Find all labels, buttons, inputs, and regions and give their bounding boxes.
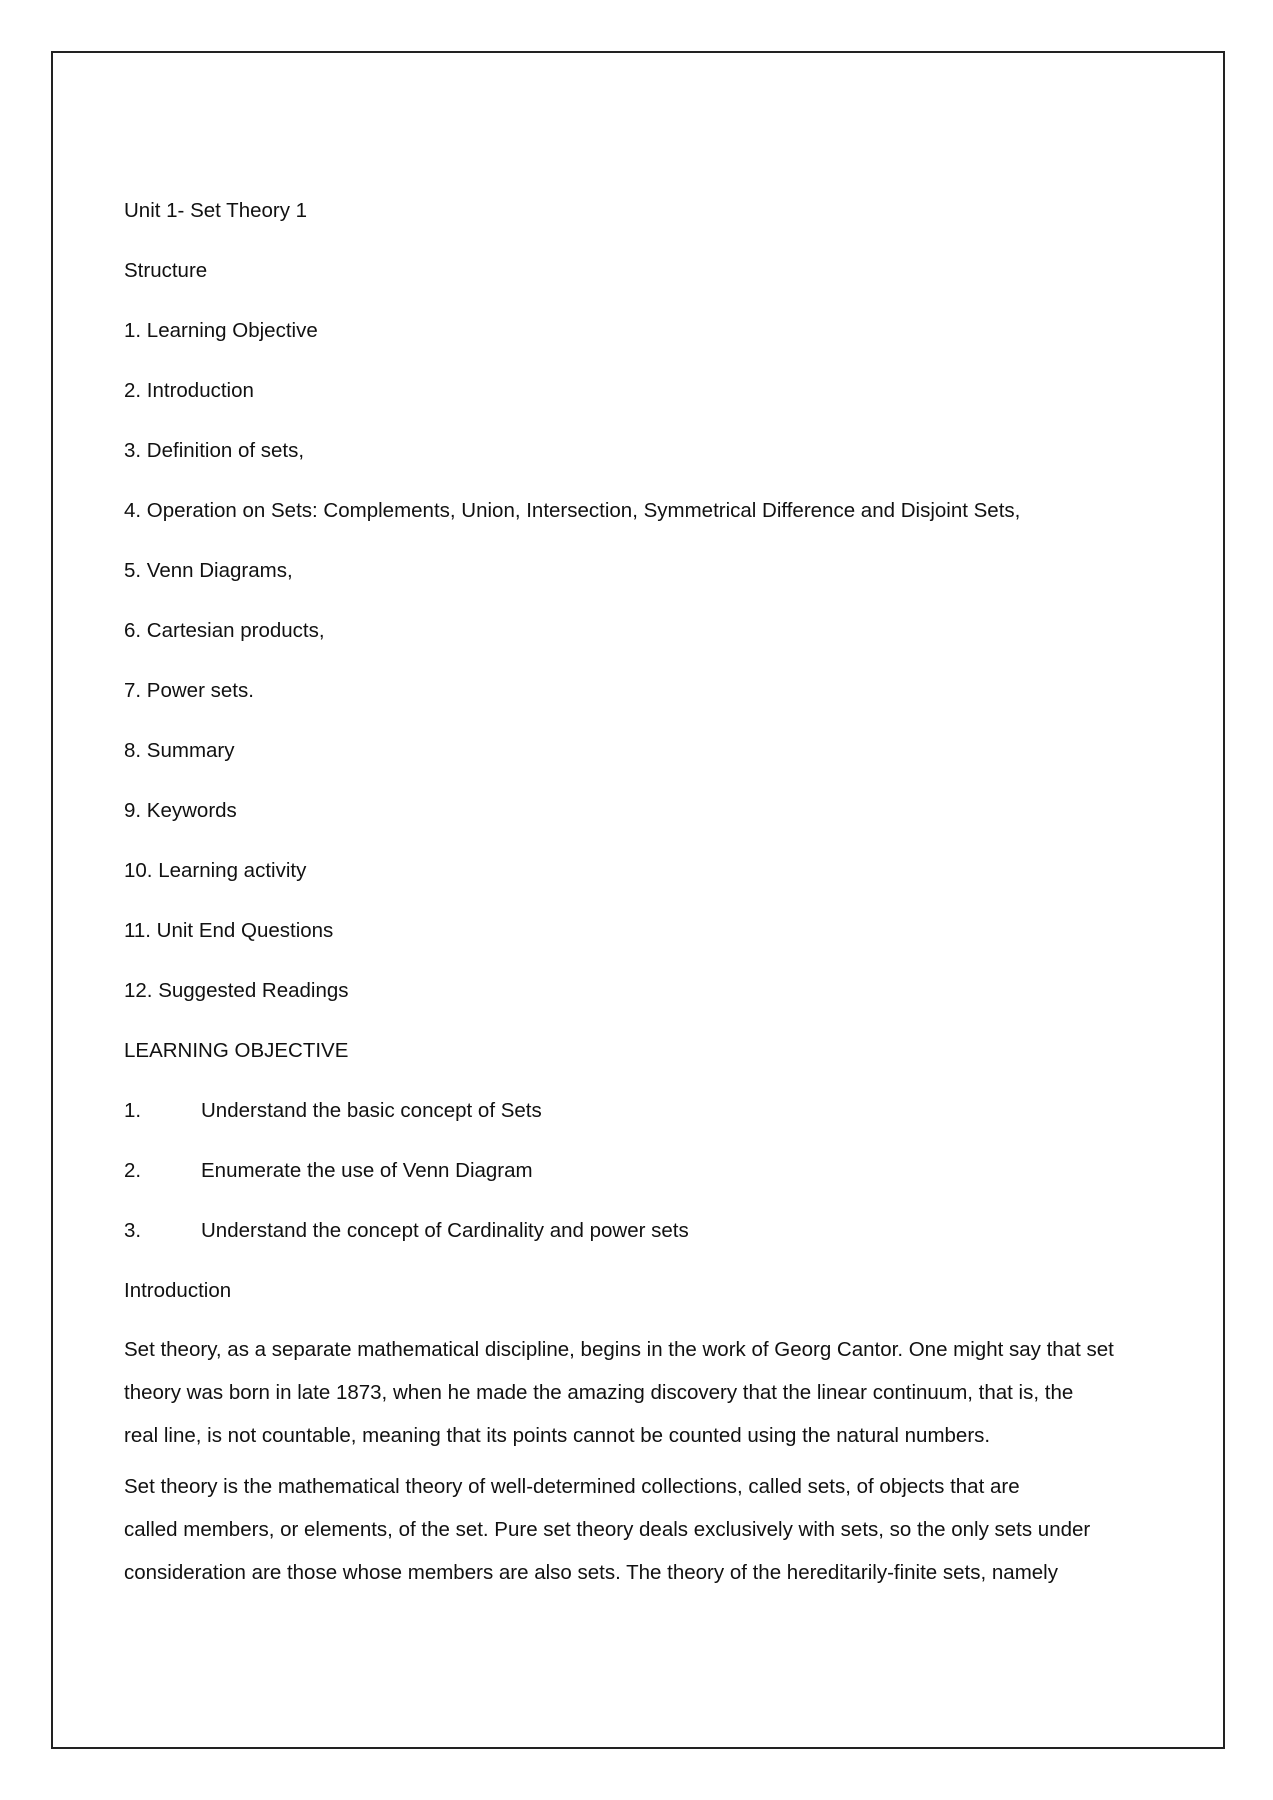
objective-item [124, 1092, 1184, 1130]
structure-item: 5. Venn Diagrams, [124, 559, 293, 582]
structure-item: 10. Learning activity [124, 859, 307, 882]
structure-heading: Structure [124, 259, 208, 282]
objective-item [124, 1212, 1184, 1250]
structure-item: 2. Introduction [124, 379, 254, 402]
learning-objective-heading: LEARNING OBJECTIVE [124, 1039, 349, 1062]
introduction-heading: Introduction [124, 1279, 232, 1302]
structure-item: 7. Power sets. [124, 679, 254, 702]
objective-item [124, 1152, 1184, 1190]
paragraph-line: Set theory, as a separate mathematical discipline, begins in the work of Georg Cantor. One might say that set [124, 1338, 1114, 1361]
structure-item: 9. Keywords [124, 799, 237, 822]
objective-text: Understand the basic concept of Sets [201, 1099, 542, 1122]
structure-list [124, 312, 1184, 1010]
structure-item: 1. Learning Objective [124, 319, 318, 342]
structure-item: 11. Unit End Questions [124, 919, 334, 942]
paragraph-line: Set theory is the mathematical theory of well-determined collections, called sets, of objects that are [124, 1475, 1020, 1498]
structure-item: 12. Suggested Readings [124, 979, 349, 1002]
objective-number: 1. [124, 1099, 142, 1122]
paragraph-set-theory [124, 1465, 1184, 1594]
unit-title: Unit 1- Set Theory 1 [124, 199, 308, 222]
paragraph-line: theory was born in late 1873, when he made the amazing discovery that the linear continuum, that is, the [124, 1381, 1074, 1404]
structure-item: 6. Cartesian products, [124, 619, 325, 642]
document-body [124, 192, 1184, 1606]
paragraph-cantor [124, 1328, 1184, 1457]
structure-item: 3. Definition of sets, [124, 439, 305, 462]
objective-text: Understand the concept of Cardinality and power sets [201, 1219, 689, 1242]
paragraph-line: consideration are those whose members are also sets. The theory of the hereditarily-finite sets, namely [124, 1561, 1058, 1584]
structure-item: 4. Operation on Sets: Complements, Union, Intersection, Symmetrical Difference and Disjoint Sets, [124, 499, 1021, 522]
paragraph-line: real line, is not countable, meaning that its points cannot be counted using the natural numbers. [124, 1424, 991, 1447]
objective-number: 2. [124, 1159, 142, 1182]
objectives-list [124, 1092, 1184, 1250]
structure-item: 8. Summary [124, 739, 235, 762]
paragraph-line: called members, or elements, of the set. Pure set theory deals exclusively with sets, so the only sets under [124, 1518, 1091, 1541]
objective-text: Enumerate the use of Venn Diagram [201, 1159, 533, 1182]
objective-number: 3. [124, 1219, 142, 1242]
